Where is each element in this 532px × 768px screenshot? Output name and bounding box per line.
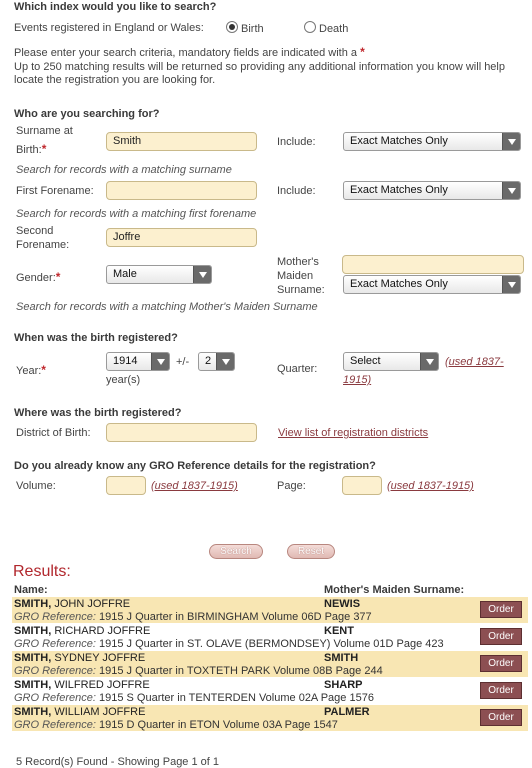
- order-button[interactable]: Order: [480, 601, 522, 618]
- events-label: Events registered in England or Wales:: [14, 22, 204, 34]
- death-radio-label[interactable]: Death: [319, 23, 349, 35]
- surname-label-2: Birth:*: [16, 142, 47, 156]
- quarter-used-note-2: 1915): [343, 374, 372, 386]
- result-row: [12, 651, 528, 677]
- gro-heading: Do you already know any GRO Reference details for the registration?: [14, 460, 376, 472]
- year-range-select[interactable]: 2: [198, 352, 235, 371]
- limit-note-1: Up to 250 matching results will be returned so providing any additional information you know will help: [14, 61, 505, 73]
- maiden-input[interactable]: [342, 255, 524, 274]
- result-name: SMITH, WILLIAM JOFFRE: [14, 706, 146, 718]
- chevron-down-icon: [502, 133, 520, 150]
- page-used-note: (used 1837-1915): [387, 480, 474, 492]
- first-include-label: Include:: [277, 185, 316, 197]
- year-select[interactable]: 1914: [106, 352, 170, 371]
- required-asterisk: *: [41, 363, 46, 377]
- maiden-label-3: Surname:: [277, 284, 325, 296]
- results-name-header: Name:: [14, 584, 48, 596]
- gender-label: Gender:*: [16, 270, 61, 284]
- order-button[interactable]: Order: [480, 682, 522, 699]
- volume-used-note: (used 1837-1915): [151, 480, 238, 492]
- chevron-down-icon: [193, 266, 211, 283]
- where-heading: Where was the birth registered?: [14, 407, 182, 419]
- result-maiden-surname: SHARP: [324, 679, 363, 691]
- chevron-down-icon: [151, 353, 169, 370]
- chevron-down-icon: [420, 353, 438, 370]
- district-label: District of Birth:: [16, 427, 91, 439]
- result-row: [12, 705, 528, 731]
- index-heading: Which index would you like to search?: [14, 1, 217, 13]
- result-row: [12, 597, 528, 623]
- first-forename-input[interactable]: [106, 181, 257, 200]
- required-asterisk: *: [41, 142, 47, 156]
- order-button[interactable]: Order: [480, 628, 522, 645]
- result-name: SMITH, JOHN JOFFRE: [14, 598, 131, 610]
- result-row: [12, 678, 528, 704]
- limit-note-2: locate the registration you are looking for.: [14, 74, 216, 86]
- maiden-include-select[interactable]: Exact Matches Only: [343, 275, 521, 294]
- plus-minus-label: +/-: [176, 356, 190, 368]
- result-gro-reference: GRO Reference: 1915 D Quarter in ETON Volume 03A Page 1547: [14, 719, 338, 731]
- death-radio[interactable]: [304, 21, 316, 33]
- quarter-select[interactable]: Select: [343, 352, 439, 371]
- surname-include-label: Include:: [277, 136, 316, 148]
- first-forename-label: First Forename:: [16, 185, 94, 197]
- result-gro-reference: GRO Reference: 1915 S Quarter in TENTERDEN Volume 02A Page 1576: [14, 692, 374, 704]
- result-name: SMITH, WILFRED JOFFRE: [14, 679, 150, 691]
- who-heading: Who are you searching for?: [14, 108, 160, 120]
- maiden-label: Mother's: [277, 256, 319, 268]
- result-maiden-surname: KENT: [324, 625, 354, 637]
- surname-include-select[interactable]: Exact Matches Only: [343, 132, 521, 151]
- order-button[interactable]: Order: [480, 655, 522, 672]
- gender-select[interactable]: Male: [106, 265, 212, 284]
- page-input[interactable]: [342, 476, 382, 495]
- maiden-hint: Search for records with a matching Mother's Maiden Surname: [16, 301, 318, 313]
- chevron-down-icon: [502, 182, 520, 199]
- results-footer: 5 Record(s) Found - Showing Page 1 of 1: [16, 756, 220, 768]
- result-gro-reference: GRO Reference: 1915 J Quarter in BIRMINGHAM Volume 06D Page 377: [14, 611, 372, 623]
- years-label: year(s): [106, 374, 141, 386]
- result-maiden-surname: NEWIS: [324, 598, 361, 610]
- result-name: SMITH, SYDNEY JOFFRE: [14, 652, 146, 664]
- second-forename-label-2: Forename:: [16, 239, 70, 251]
- criteria-note: Please enter your search criteria, mandatory fields are indicated with a *: [14, 45, 365, 59]
- results-maiden-header: Mother's Maiden Surname:: [324, 584, 465, 596]
- first-forename-hint: Search for records with a matching first forename: [16, 208, 257, 220]
- year-label: Year:*: [16, 363, 46, 377]
- result-maiden-surname: SMITH: [324, 652, 359, 664]
- result-row: [12, 624, 528, 650]
- surname-label: Surname at: [16, 125, 73, 137]
- required-asterisk: *: [360, 45, 365, 59]
- district-input[interactable]: [106, 423, 257, 442]
- search-button[interactable]: Search: [209, 544, 263, 559]
- first-include-select[interactable]: Exact Matches Only: [343, 181, 521, 200]
- result-maiden-surname: PALMER: [324, 706, 370, 718]
- result-gro-reference: GRO Reference: 1915 J Quarter in ST. OLAVE (BERMONDSEY) Volume 01D Page 423: [14, 638, 444, 650]
- result-gro-reference: GRO Reference: 1915 J Quarter in TOXTETH PARK Volume 08B Page 244: [14, 665, 383, 677]
- second-forename-label: Second: [16, 225, 54, 237]
- results-title: Results:: [13, 563, 71, 580]
- surname-hint: Search for records with a matching surname: [16, 164, 232, 176]
- order-button[interactable]: Order: [480, 709, 522, 726]
- chevron-down-icon: [502, 276, 520, 293]
- when-heading: When was the birth registered?: [14, 332, 178, 344]
- volume-label: Volume:: [16, 480, 56, 492]
- second-forename-input[interactable]: Joffre: [106, 228, 257, 247]
- quarter-label: Quarter:: [277, 363, 318, 375]
- result-name: SMITH, RICHARD JOFFRE: [14, 625, 151, 637]
- reset-button[interactable]: Reset: [287, 544, 335, 559]
- birth-radio-label[interactable]: Birth: [241, 23, 264, 35]
- required-asterisk: *: [55, 270, 61, 284]
- maiden-label-2: Maiden: [277, 270, 314, 282]
- volume-input[interactable]: [106, 476, 146, 495]
- view-districts-link[interactable]: View list of registration districts: [278, 427, 429, 439]
- birth-radio[interactable]: [226, 21, 238, 33]
- quarter-used-note: (used 1837-: [445, 356, 504, 368]
- chevron-down-icon: [216, 353, 234, 370]
- surname-input[interactable]: Smith: [106, 132, 257, 151]
- page-label: Page:: [277, 480, 306, 492]
